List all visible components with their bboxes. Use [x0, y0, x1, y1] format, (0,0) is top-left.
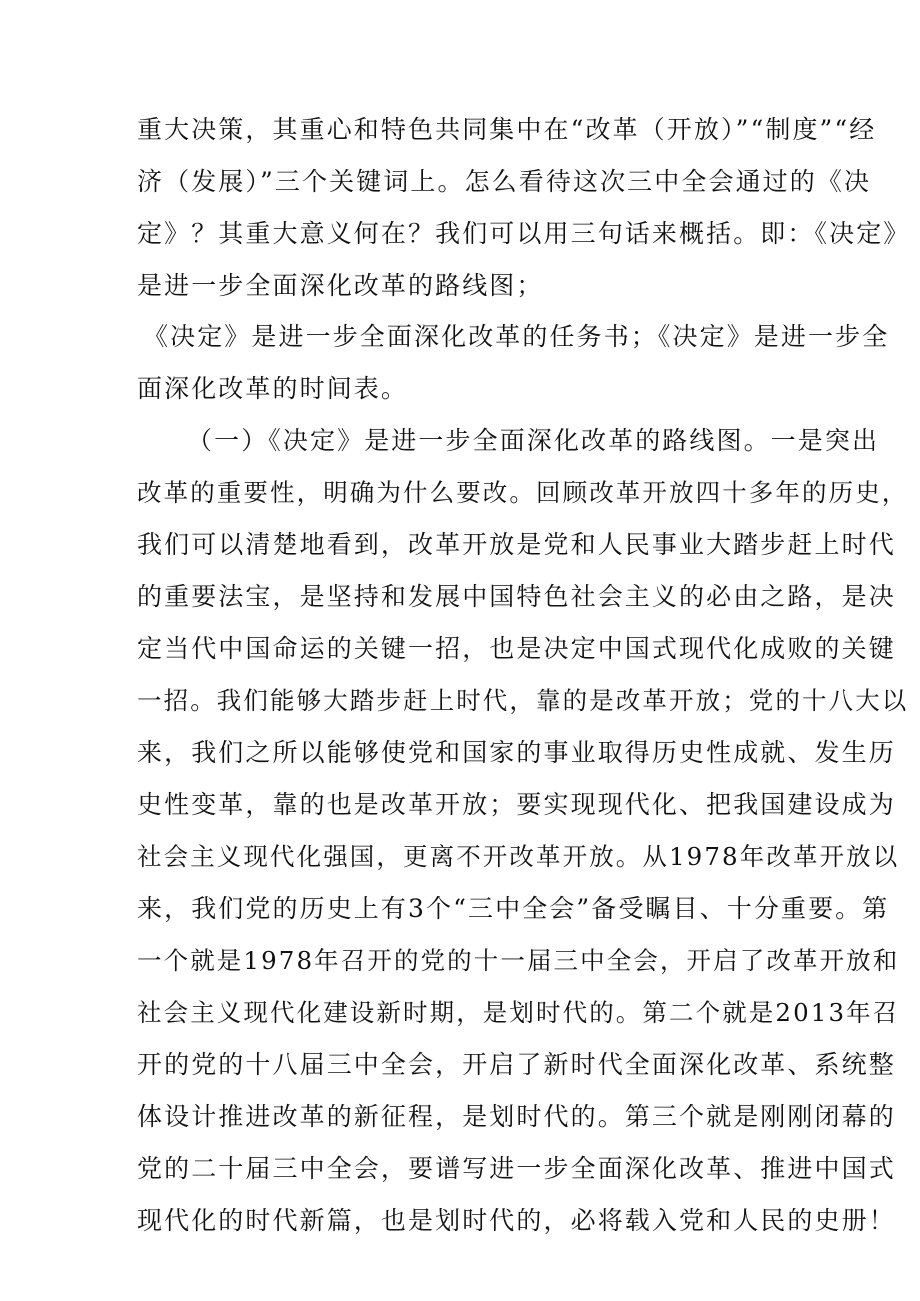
text-line: 党的二十届三中全会，要谱写进一步全面深化改革、推进中国式 [137, 1154, 896, 1183]
text-line: 面深化改革的时间表。 [137, 374, 409, 403]
text-line: 《决定》是进一步全面深化改革的任务书；《决定》是进一步全 [143, 322, 890, 351]
text-line: 开的党的十八届三中全会，开启了新时代全面深化改革、系统整 [137, 1050, 896, 1079]
text-line: 是进一步全面深化改革的路线图； [137, 271, 544, 300]
text-line: 社会主义现代化建设新时期，是划时代的。第二个就是2013年召 [137, 998, 900, 1027]
text-line: 现代化的时代新篇，也是划时代的，必将载入党和人民的史册！ [137, 1206, 896, 1235]
text-line: 我们可以清楚地看到，改革开放是党和人民事业大踏步赶上时代 [137, 530, 896, 559]
text-line: 定当代中国命运的关键一招，也是决定中国式现代化成败的关键 [137, 634, 896, 663]
text-line: 济（发展）”三个关键词上。怎么看待这次三中全会通过的《决 [137, 167, 872, 196]
text-line: 体设计推进改革的新征程，是划时代的。第三个就是刚刚闭幕的 [137, 1102, 896, 1131]
text-line: 重大决策，其重心和特色共同集中在“改革（开放）”“制度”“经 [137, 115, 877, 144]
text-line: 一个就是1978年召开的党的十一届三中全会，开启了改革开放和 [137, 946, 900, 975]
text-line: 改革的重要性，明确为什么要改。回顾改革开放四十多年的历史， [137, 478, 909, 507]
text-line: 来，我们党的历史上有3个“三中全会”备受瞩目、十分重要。第 [137, 894, 890, 923]
text-line: 来，我们之所以能够使党和国家的事业取得历史性成就、发生历 [137, 738, 896, 767]
text-line: 史性变革，靠的也是改革开放；要实现现代化、把我国建设成为 [137, 790, 896, 819]
text-line: 社会主义现代化强国，更离不开改革开放。从1978年改革开放以 [137, 842, 900, 871]
paragraph-heading-line: （一）《决定》是进一步全面深化改革的路线图。一是突出 [187, 426, 880, 455]
text-line: 定》？其重大意义何在？我们可以用三句话来概括。即：《决定》 [137, 219, 911, 248]
text-line: 一招。我们能够大踏步赶上时代，靠的是改革开放；党的十八大以 [137, 686, 909, 715]
text-line: 的重要法宝，是坚持和发展中国特色社会主义的必由之路，是决 [137, 582, 896, 611]
